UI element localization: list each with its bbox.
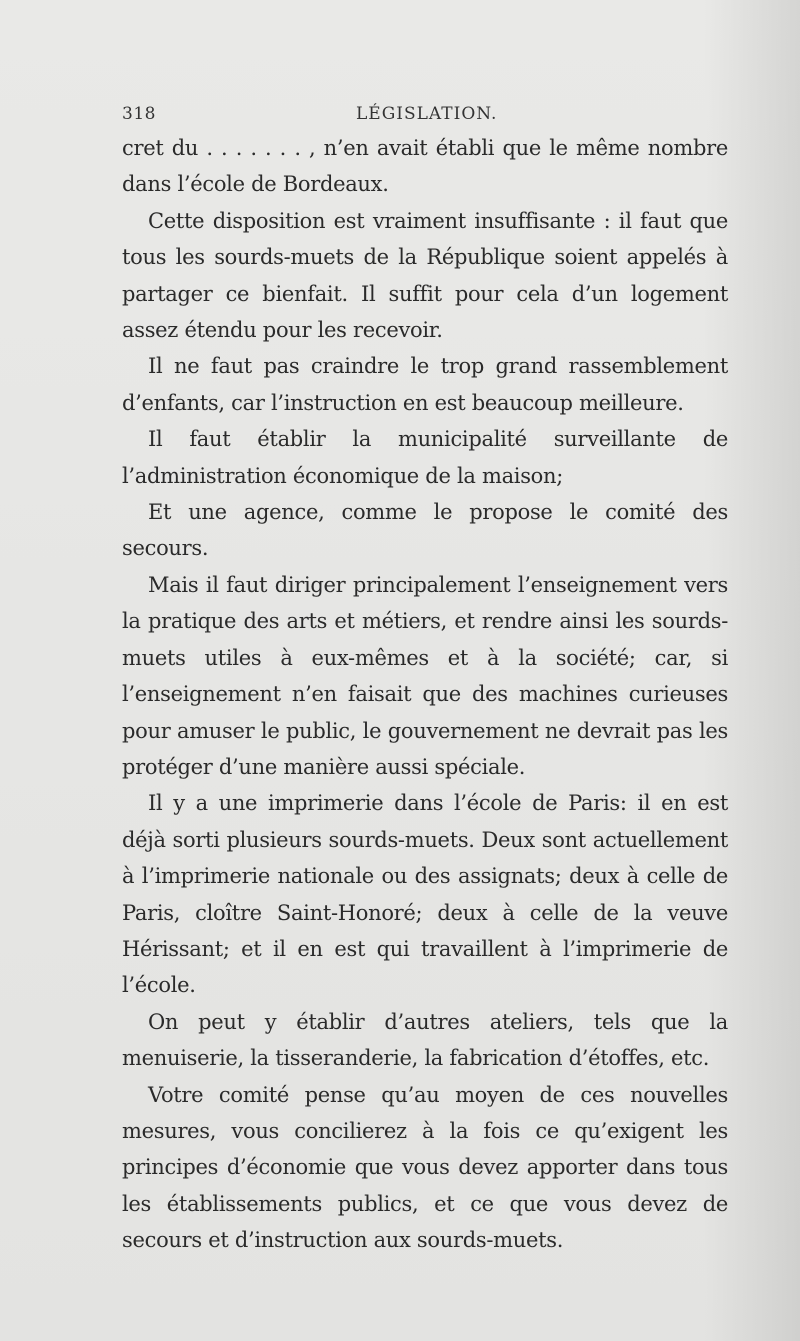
paragraph: Il faut établir la municipalité surveillante de l’administration économique de la maison;: [122, 427, 728, 488]
paragraph: cret du . . . . . . . , n’en avait établi que le même nombre dans l’école de Bordeaux.: [122, 136, 728, 197]
paragraph: Il y a une imprimerie dans l’école de Paris: il en est déjà sorti plusieurs sourds-muets. Deux sont actuellement à l’imprimerie nationale ou des assignats; deux à celle de Paris, cloître Saint-Honoré; deux à celle de la veuve Hérissant; et il en est qui travaillent à l’imprimerie de l’école.: [122, 791, 728, 998]
paragraph: Cette disposition est vraiment insuffisante : il faut que tous les sourds-muets de la République soient appelés à partager ce bienfait. Il suffit pour cela d’un logement assez étendu pour les recevoir.: [122, 208, 728, 343]
paragraph: Et une agence, comme le propose le comité des secours.: [122, 500, 728, 561]
paragraph: Mais il faut diriger principalement l’enseignement vers la pratique des arts et métiers, et rendre ainsi les sourds-muets utiles à eux-mêmes et à la société; car, si l’enseignement n’en faisait que des machines curieuses pour amuser le public, le gouvernement ne devrait pas les protéger d’une manière aussi spéciale.: [122, 572, 728, 779]
paragraph: On peut y établir d’autres ateliers, tels que la menuiserie, la tisseranderie, la fabrication d’étoffes, etc.: [122, 1009, 728, 1071]
paragraph: Votre comité pense qu’au moyen de ces nouvelles mesures, vous concilierez à la fois ce qu’exigent les principes d’économie que vous devez apporter dans tous les établissements publics, et ce que vous devez de secours et d’instruction aux sourds-muets.: [122, 1082, 728, 1253]
running-title: LÉGISLATION.: [356, 104, 498, 124]
page-body: [122, 96, 728, 1259]
page-header: [122, 96, 728, 130]
page-number: 318: [122, 104, 156, 124]
paragraph: Il ne faut pas craindre le trop grand rassemblement d’enfants, car l’instruction en est beaucoup meilleure.: [122, 354, 728, 415]
